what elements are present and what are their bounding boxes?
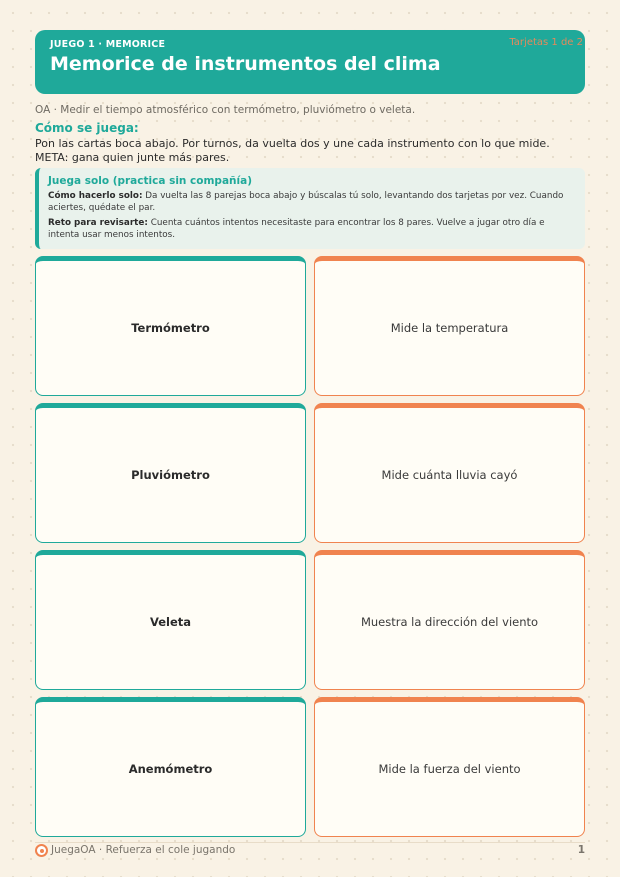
howto-title: Cómo se juega: <box>35 121 139 135</box>
game-header <box>35 30 585 94</box>
solo-play-box <box>35 168 585 249</box>
term-label: Pluviómetro <box>131 468 210 482</box>
term-label: Veleta <box>149 615 192 629</box>
term-card[interactable] <box>35 550 306 690</box>
footer-divider <box>35 842 585 843</box>
definition-card[interactable] <box>314 403 585 543</box>
term-card[interactable] <box>35 403 306 543</box>
learning-objective: OA · Medir el tiempo atmosférico con termómetro, pluviómetro o veleta. <box>35 104 416 116</box>
term-label: Termómetro <box>131 321 210 335</box>
solo-check <box>48 217 573 241</box>
solo-how-text: Da vuelta las 8 parejas boca abajo y búscalas tú solo, levantando dos tarjetas por vez. Cuando aciertes, quédate el par. <box>48 191 564 213</box>
definition-label: Mide la temperatura <box>390 321 509 335</box>
term-card[interactable] <box>35 256 306 396</box>
solo-how <box>48 190 573 214</box>
game-kicker: JUEGO 1 · MEMORICE <box>50 39 166 50</box>
definition-label: Mide la fuerza del viento <box>378 762 521 776</box>
solo-title: Juega solo (practica sin compañía) <box>48 175 252 187</box>
solo-check-text: Cuenta cuántos intentos necesitaste para encontrar los 8 pares. Vuelve a jugar otro día e intenta usar menos intentos. <box>48 218 545 240</box>
solo-how-label: Cómo hacerlo solo: <box>48 191 143 201</box>
definition-label: Muestra la dirección del viento <box>360 615 539 629</box>
page-number: 1 <box>577 844 585 856</box>
brand-logo-icon <box>35 844 48 857</box>
footer-brand: JuegaOA · Refuerza el cole jugando <box>51 844 236 856</box>
definition-card[interactable] <box>314 256 585 396</box>
cards-count-note: Tarjetas 1 de 2 <box>509 37 583 48</box>
definition-label: Mide cuánta lluvia cayó <box>381 468 518 482</box>
term-card[interactable] <box>35 697 306 837</box>
definition-card[interactable] <box>314 697 585 837</box>
howto-instructions: Pon las cartas boca abajo. Por turnos, da vuelta dos y une cada instrumento con lo que mide. META: gana quien junte más pares. <box>35 137 550 164</box>
solo-check-label: Reto para revisarte: <box>48 218 148 228</box>
term-label: Anemómetro <box>128 762 213 776</box>
definition-card[interactable] <box>314 550 585 690</box>
page-title: Memorice de instrumentos del clima <box>50 53 441 75</box>
